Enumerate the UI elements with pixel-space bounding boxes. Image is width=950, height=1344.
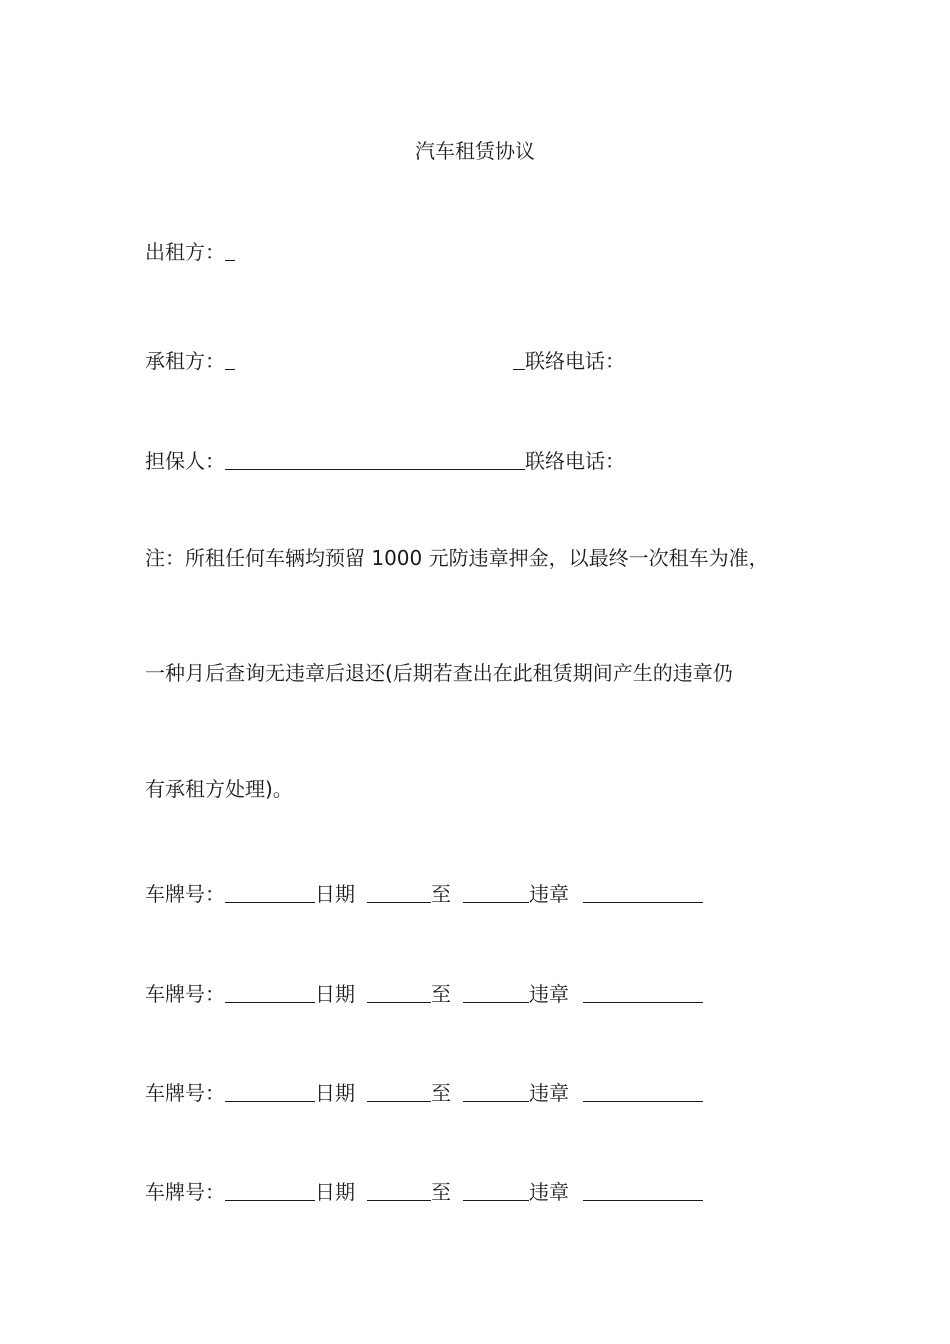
document-title: 汽车租赁协议	[415, 139, 535, 163]
note-line-2: 一种月后查询无违章后退还(后期若查出在此租赁期间产生的违章仍	[145, 661, 733, 685]
date-end-blank	[463, 1081, 529, 1102]
guarantor-line	[145, 447, 625, 474]
plate-label: 车牌号：	[145, 982, 225, 1006]
date-end-blank	[463, 882, 529, 903]
to-label: 至	[431, 982, 451, 1006]
plate-blank	[225, 982, 315, 1003]
plate-blank	[225, 1180, 315, 1201]
violation-blank	[583, 982, 703, 1003]
to-label: 至	[431, 1180, 451, 1204]
lessee-blank-start	[225, 349, 235, 370]
plate-label: 车牌号：	[145, 882, 225, 906]
violation-label: 违章	[529, 982, 569, 1006]
to-label: 至	[431, 882, 451, 906]
record-row	[145, 1178, 703, 1205]
violation-label: 违章	[529, 882, 569, 906]
record-row	[145, 880, 703, 907]
lessee-blank-end	[513, 349, 525, 370]
date-label: 日期	[315, 882, 355, 906]
lessee-label: 承租方：	[145, 349, 225, 373]
plate-blank	[225, 1081, 315, 1102]
guarantor-label: 担保人：	[145, 449, 225, 473]
violation-blank	[583, 1081, 703, 1102]
record-row	[145, 980, 703, 1007]
violation-blank	[583, 1180, 703, 1201]
lessee-phone-label: 联络电话：	[525, 349, 625, 373]
note-line-3: 有承租方处理)。	[145, 777, 293, 801]
date-label: 日期	[315, 982, 355, 1006]
date-start-blank	[367, 1180, 431, 1201]
date-start-blank	[367, 982, 431, 1003]
to-label: 至	[431, 1081, 451, 1105]
plate-label: 车牌号：	[145, 1081, 225, 1105]
violation-label: 违章	[529, 1180, 569, 1204]
date-end-blank	[463, 982, 529, 1003]
lessor-line	[145, 238, 235, 265]
date-start-blank	[367, 882, 431, 903]
date-end-blank	[463, 1180, 529, 1201]
lessee-line	[145, 347, 625, 374]
plate-blank	[225, 882, 315, 903]
plate-label: 车牌号：	[145, 1180, 225, 1204]
date-start-blank	[367, 1081, 431, 1102]
lessor-label: 出租方：	[145, 240, 225, 264]
guarantor-blank	[225, 449, 525, 470]
date-label: 日期	[315, 1180, 355, 1204]
guarantor-phone-label: 联络电话：	[525, 449, 625, 473]
violation-blank	[583, 882, 703, 903]
violation-label: 违章	[529, 1081, 569, 1105]
record-row	[145, 1079, 703, 1106]
note-line-1: 注：所租任何车辆均预留 1000 元防违章押金，以最终一次租车为准，	[145, 546, 769, 570]
date-label: 日期	[315, 1081, 355, 1105]
lessor-blank	[225, 240, 235, 261]
